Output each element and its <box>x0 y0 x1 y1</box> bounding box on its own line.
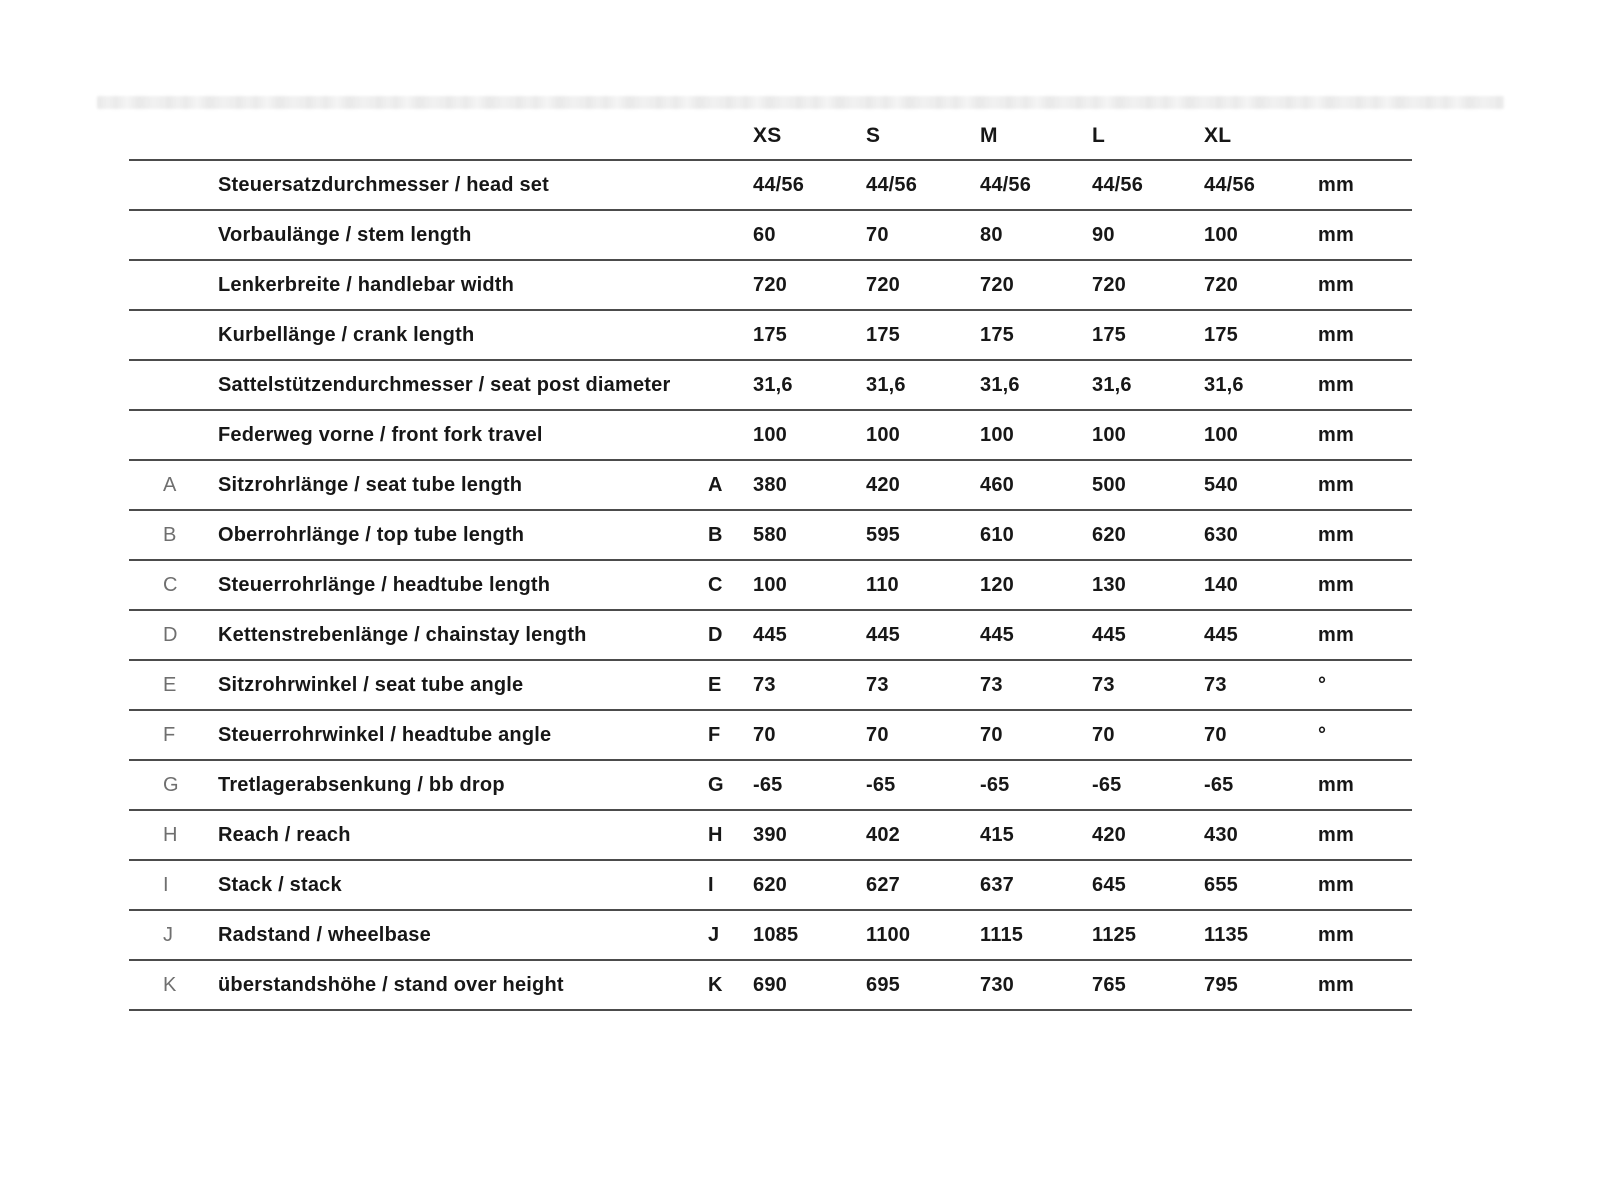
row-letter-left: E <box>163 673 177 696</box>
row-value-m: 44/56 <box>980 173 1032 196</box>
row-letter-right <box>708 260 753 310</box>
table-row <box>129 760 1412 810</box>
row-value-xl: 100 <box>1204 423 1238 446</box>
row-value-l: 31,6 <box>1092 373 1132 396</box>
row-label: Sattelstützendurchmesser / seat post diameter <box>218 373 671 396</box>
row-value-m: 80 <box>980 223 1003 246</box>
row-letter-right: C <box>708 573 723 596</box>
row-label: Federweg vorne / front fork travel <box>218 423 543 446</box>
blurred-text-artifact <box>97 96 1504 109</box>
row-value-s: 73 <box>866 673 889 696</box>
row-label: Kettenstrebenlänge / chainstay length <box>218 623 587 646</box>
row-letter-right: J <box>708 923 720 946</box>
row-value-l: 445 <box>1092 623 1126 646</box>
table-body <box>129 160 1412 1010</box>
row-value-l: 90 <box>1092 223 1115 246</box>
row-letter-right <box>708 310 753 360</box>
row-letter-left <box>129 260 218 310</box>
row-letter-left: I <box>163 873 169 896</box>
row-letter-left <box>129 410 218 460</box>
table-row <box>129 310 1412 360</box>
row-value-xl: 44/56 <box>1204 173 1256 196</box>
row-value-s: 695 <box>866 973 900 996</box>
row-value-s: 402 <box>866 823 900 846</box>
row-letter-left <box>129 210 218 260</box>
table-row <box>129 260 1412 310</box>
row-letter-left <box>129 360 218 410</box>
header-spacer-letter2 <box>708 112 753 160</box>
row-value-m: 120 <box>980 573 1014 596</box>
row-letter-right: G <box>708 773 724 796</box>
col-header-l: L <box>1092 123 1106 147</box>
row-value-xs: 380 <box>753 473 787 496</box>
header-spacer-unit <box>1318 112 1412 160</box>
row-value-xs: 445 <box>753 623 787 646</box>
row-unit: mm <box>1318 273 1354 296</box>
row-letter-right: E <box>708 673 722 696</box>
row-letter-right <box>708 360 753 410</box>
table-row <box>129 460 1412 510</box>
table-row <box>129 710 1412 760</box>
row-letter-right: A <box>708 473 723 496</box>
table-row <box>129 910 1412 960</box>
row-value-s: 175 <box>866 323 900 346</box>
row-value-s: 627 <box>866 873 900 896</box>
row-letter-left: D <box>163 623 178 646</box>
row-value-m: -65 <box>980 773 1010 796</box>
col-header-m: M <box>980 123 998 147</box>
row-value-xl: 73 <box>1204 673 1227 696</box>
row-value-m: 1115 <box>980 923 1024 946</box>
row-value-m: 720 <box>980 273 1014 296</box>
row-value-xs: 390 <box>753 823 787 846</box>
table-row <box>129 810 1412 860</box>
row-unit: mm <box>1318 323 1354 346</box>
row-value-xl: 430 <box>1204 823 1238 846</box>
row-value-l: -65 <box>1092 773 1122 796</box>
row-unit: mm <box>1318 173 1354 196</box>
row-unit: mm <box>1318 373 1354 396</box>
col-header-s: S <box>866 123 881 147</box>
row-value-l: 73 <box>1092 673 1115 696</box>
row-label: Stack / stack <box>218 873 342 896</box>
row-label: Sitzrohrwinkel / seat tube angle <box>218 673 524 696</box>
row-value-s: 31,6 <box>866 373 906 396</box>
row-value-s: 420 <box>866 473 900 496</box>
row-unit: mm <box>1318 523 1354 546</box>
row-value-m: 445 <box>980 623 1014 646</box>
row-value-l: 420 <box>1092 823 1126 846</box>
row-value-xl: 31,6 <box>1204 373 1244 396</box>
row-value-l: 500 <box>1092 473 1126 496</box>
row-unit: mm <box>1318 773 1354 796</box>
table-row <box>129 660 1412 710</box>
table-row <box>129 860 1412 910</box>
row-unit: ° <box>1318 723 1327 746</box>
row-unit: mm <box>1318 873 1354 896</box>
geometry-table <box>129 112 1412 1011</box>
row-value-s: 70 <box>866 223 889 246</box>
row-value-xl: 445 <box>1204 623 1238 646</box>
row-value-xl: 70 <box>1204 723 1227 746</box>
row-letter-right: B <box>708 523 723 546</box>
row-value-m: 415 <box>980 823 1014 846</box>
row-unit: ° <box>1318 673 1327 696</box>
table-row <box>129 410 1412 460</box>
row-value-s: 100 <box>866 423 900 446</box>
row-value-s: 44/56 <box>866 173 918 196</box>
row-value-m: 70 <box>980 723 1003 746</box>
row-unit: mm <box>1318 573 1354 596</box>
row-unit: mm <box>1318 973 1354 996</box>
row-letter-left: J <box>163 923 174 946</box>
size-header-row <box>129 112 1412 160</box>
row-letter-right <box>708 160 753 210</box>
row-value-xs: 70 <box>753 723 776 746</box>
row-letter-left: H <box>163 823 178 846</box>
row-label: überstandshöhe / stand over height <box>218 973 564 996</box>
row-value-xs: 690 <box>753 973 787 996</box>
row-letter-left: C <box>163 573 178 596</box>
row-letter-right <box>708 210 753 260</box>
row-unit: mm <box>1318 823 1354 846</box>
row-label: Vorbaulänge / stem length <box>218 223 472 246</box>
row-value-l: 44/56 <box>1092 173 1144 196</box>
row-unit: mm <box>1318 473 1354 496</box>
row-unit: mm <box>1318 923 1354 946</box>
row-letter-left: G <box>163 773 179 796</box>
row-value-xl: 655 <box>1204 873 1238 896</box>
table-row <box>129 160 1412 210</box>
row-letter-left: B <box>163 523 177 546</box>
row-value-xl: 1135 <box>1204 923 1249 946</box>
row-letter-left: F <box>163 723 176 746</box>
header-spacer-letter <box>129 112 218 160</box>
row-value-m: 610 <box>980 523 1014 546</box>
row-value-s: 1100 <box>866 923 911 946</box>
row-value-s: 720 <box>866 273 900 296</box>
row-value-m: 637 <box>980 873 1014 896</box>
row-value-xs: 580 <box>753 523 787 546</box>
row-value-l: 620 <box>1092 523 1126 546</box>
row-value-l: 70 <box>1092 723 1115 746</box>
row-value-l: 175 <box>1092 323 1126 346</box>
row-label: Radstand / wheelbase <box>218 923 431 946</box>
row-value-xs: 44/56 <box>753 173 805 196</box>
row-letter-right: F <box>708 723 721 746</box>
row-value-xs: -65 <box>753 773 783 796</box>
row-value-l: 100 <box>1092 423 1126 446</box>
row-value-m: 73 <box>980 673 1003 696</box>
row-value-xs: 175 <box>753 323 787 346</box>
row-value-l: 720 <box>1092 273 1126 296</box>
row-letter-left: K <box>163 973 177 996</box>
row-label: Sitzrohrlänge / seat tube length <box>218 473 523 496</box>
row-letter-right: H <box>708 823 723 846</box>
row-value-m: 31,6 <box>980 373 1020 396</box>
row-letter-left <box>129 160 218 210</box>
row-value-xs: 73 <box>753 673 776 696</box>
row-value-m: 730 <box>980 973 1014 996</box>
row-value-xs: 100 <box>753 423 787 446</box>
table-row <box>129 510 1412 560</box>
row-unit: mm <box>1318 623 1354 646</box>
row-label: Steuerrohrwinkel / headtube angle <box>218 723 552 746</box>
row-value-xl: 630 <box>1204 523 1238 546</box>
row-label: Oberrohrlänge / top tube length <box>218 523 525 546</box>
row-value-m: 100 <box>980 423 1014 446</box>
row-letter-right: K <box>708 973 723 996</box>
row-label: Lenkerbreite / handlebar width <box>218 273 515 296</box>
row-value-l: 130 <box>1092 573 1126 596</box>
row-label: Kurbellänge / crank length <box>218 323 475 346</box>
row-label: Reach / reach <box>218 823 351 846</box>
row-unit: mm <box>1318 423 1354 446</box>
row-value-l: 765 <box>1092 973 1126 996</box>
row-label: Tretlagerabsenkung / bb drop <box>218 773 505 796</box>
row-value-xl: 175 <box>1204 323 1238 346</box>
col-header-xl: XL <box>1204 123 1232 147</box>
row-value-xs: 31,6 <box>753 373 793 396</box>
row-letter-right: D <box>708 623 723 646</box>
row-letter-right <box>708 410 753 460</box>
row-value-s: -65 <box>866 773 896 796</box>
col-header-xs: XS <box>753 123 782 147</box>
row-value-m: 460 <box>980 473 1014 496</box>
row-letter-left: A <box>163 473 177 496</box>
row-unit: mm <box>1318 223 1354 246</box>
row-label: Steuerrohrlänge / headtube length <box>218 573 551 596</box>
row-value-xl: 720 <box>1204 273 1238 296</box>
row-value-s: 110 <box>866 573 899 596</box>
row-label: Steuersatzdurchmesser / head set <box>218 173 549 196</box>
row-value-xs: 1085 <box>753 923 799 946</box>
row-value-l: 645 <box>1092 873 1126 896</box>
row-letter-left <box>129 310 218 360</box>
row-value-xs: 60 <box>753 223 776 246</box>
row-value-xs: 620 <box>753 873 787 896</box>
table-row <box>129 560 1412 610</box>
row-value-xs: 100 <box>753 573 787 596</box>
row-value-xl: 795 <box>1204 973 1238 996</box>
table-row <box>129 210 1412 260</box>
row-value-xl: 540 <box>1204 473 1238 496</box>
header-spacer-label <box>218 112 708 160</box>
row-letter-right: I <box>708 873 714 896</box>
table-row <box>129 960 1412 1010</box>
row-value-s: 595 <box>866 523 900 546</box>
row-value-xl: -65 <box>1204 773 1234 796</box>
row-value-l: 1125 <box>1092 923 1137 946</box>
row-value-s: 70 <box>866 723 889 746</box>
row-value-xs: 720 <box>753 273 787 296</box>
row-value-m: 175 <box>980 323 1014 346</box>
table-row <box>129 610 1412 660</box>
row-value-xl: 140 <box>1204 573 1238 596</box>
table-row <box>129 360 1412 410</box>
row-value-s: 445 <box>866 623 900 646</box>
row-value-xl: 100 <box>1204 223 1238 246</box>
